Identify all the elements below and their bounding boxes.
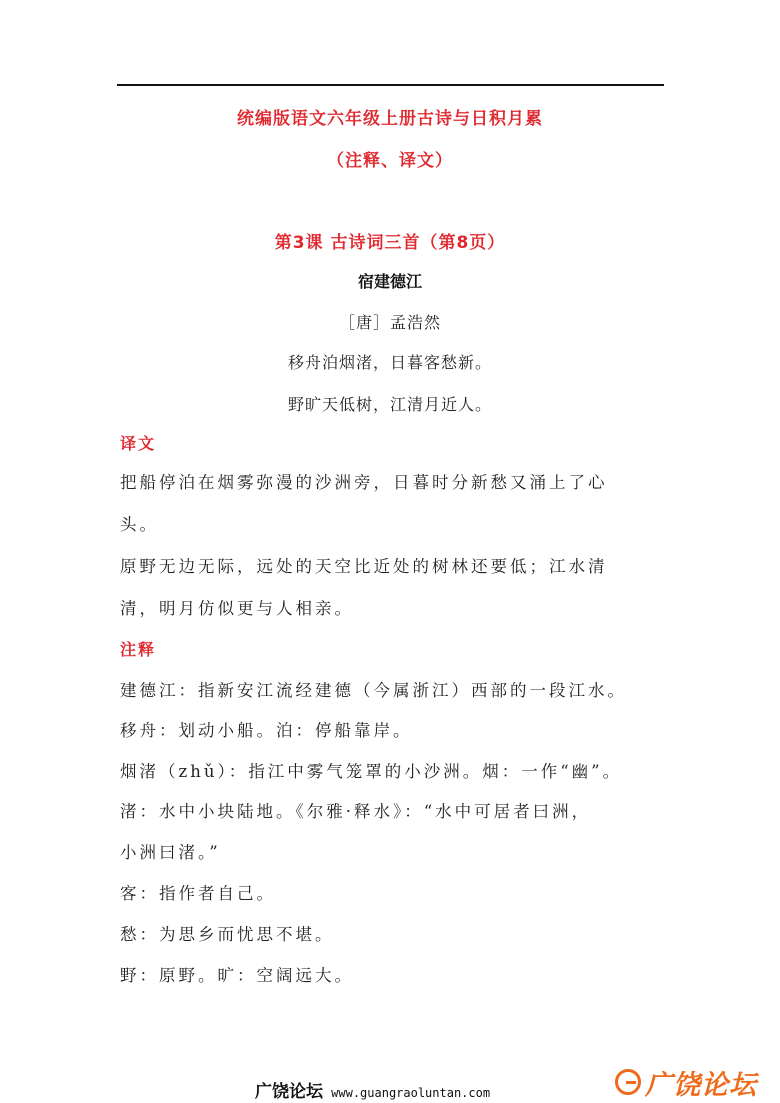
- note-item: 烟渚（zhǔ）：指江中雾气笼罩的小沙洲。烟：一作“幽”。: [120, 762, 623, 781]
- footer-url-link[interactable]: www.guangraoluntan.com: [331, 1086, 491, 1100]
- notes-heading: 注释: [120, 640, 157, 659]
- note-item: 愁：为思乡而忧思不堪。: [120, 925, 335, 944]
- translation-line: 头。: [120, 515, 159, 534]
- logo-text: 广饶论坛: [645, 1069, 757, 1101]
- note-item: 客：指作者自己。: [120, 884, 276, 903]
- poem-line-1: 移舟泊烟渚，日暮客愁新。: [287, 353, 492, 372]
- note-item: 渚：水中小块陆地。《尔雅·释水》：“水中可居者曰洲，: [120, 802, 592, 821]
- site-logo[interactable]: [615, 1066, 757, 1101]
- poem-author: ［唐］孟浩然: [338, 313, 441, 332]
- document-title: 统编版语文六年级上册古诗与日积月累: [237, 109, 543, 129]
- note-item: 小洲曰渚。”: [120, 843, 221, 862]
- lesson-title: 第3课 古诗词三首（第8页）: [274, 233, 506, 253]
- translation-heading: 译文: [120, 434, 157, 453]
- top-divider: [117, 84, 664, 86]
- note-item: 移舟：划动小船。泊：停船靠岸。: [120, 721, 413, 740]
- translation-line: 把船停泊在烟雾弥漫的沙洲旁，日暮时分新愁又涌上了心: [120, 473, 608, 492]
- document-subtitle: （注释、译文）: [327, 151, 453, 171]
- footer: [255, 1077, 490, 1102]
- translation-line: 清，明月仿似更与人相亲。: [120, 599, 354, 618]
- footer-site-name: 广饶论坛: [255, 1082, 323, 1102]
- logo-g-icon: [615, 1069, 641, 1095]
- poem-line-2: 野旷天低树，江清月近人。: [287, 395, 492, 414]
- translation-line: 原野无边无际，远处的天空比近处的树林还要低；江水清: [120, 557, 608, 576]
- poem-title: 宿建德江: [357, 272, 422, 291]
- note-item: 建德江：指新安江流经建德（今属浙江）西部的一段江水。: [120, 681, 627, 700]
- note-item: 野：原野。旷：空阔远大。: [120, 966, 354, 985]
